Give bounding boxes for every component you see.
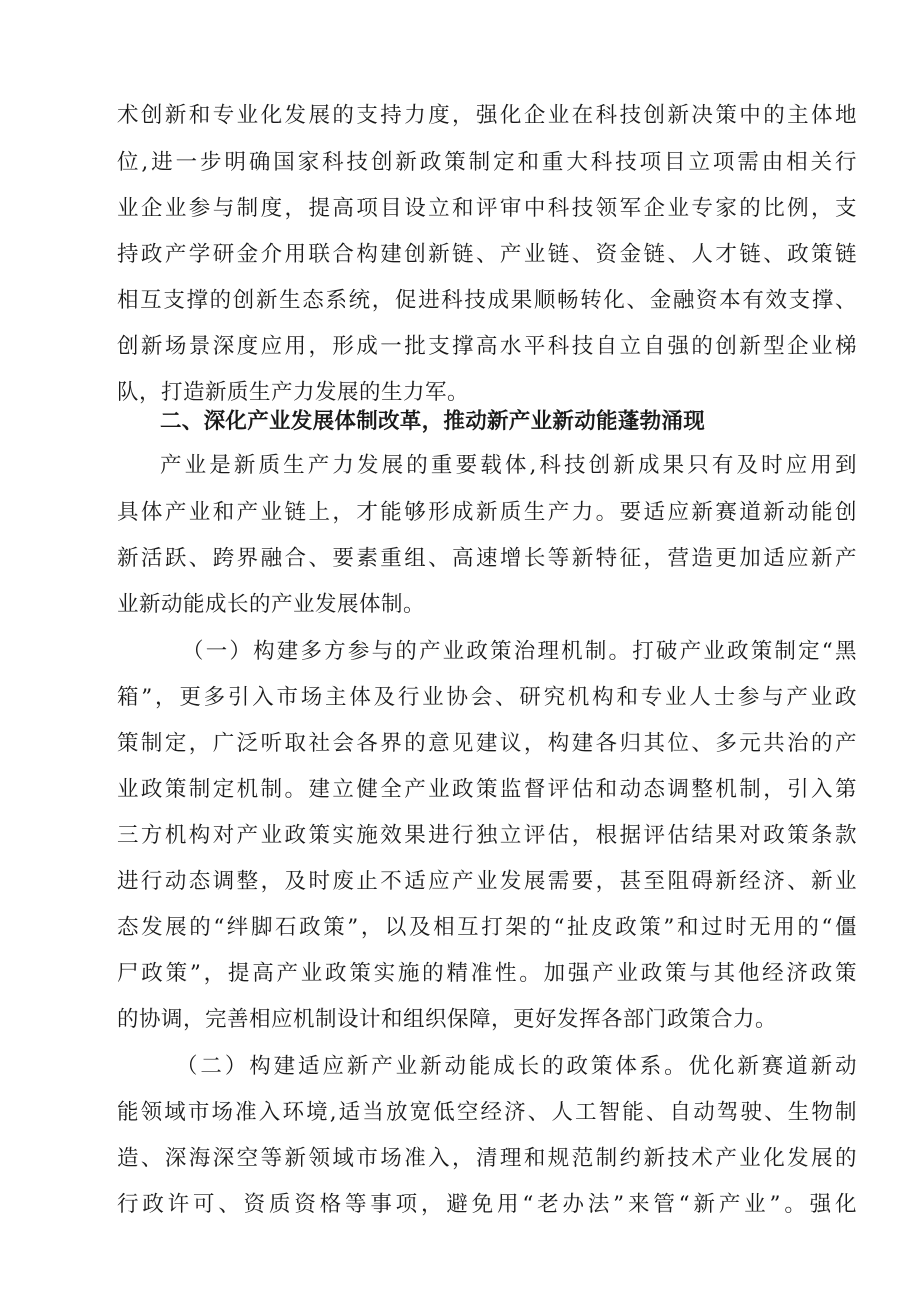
text-line: 策制定，广泛听取社会各界的意见建议，构建各归其位、多元共治的产: [117, 731, 857, 756]
text-line: 位,进一步明确国家科技创新政策制定和重大科技项目立项需由相关行: [117, 150, 857, 175]
text-line: 尸政策”，提高产业政策实施的精准性。加强产业政策与其他经济政策: [117, 961, 857, 986]
text-line: 态发展的“绊脚石政策”，以及相互打架的“扯皮政策”和过时无用的“僵: [117, 915, 857, 940]
section-heading: 二、深化产业发展体制改革，推动新产业新动能蓬勃涌现: [160, 409, 706, 434]
text-line: （二）构建适应新产业新动能成长的政策体系。优化新赛道新动: [176, 1054, 857, 1079]
text-line: 队，打造新质生产力发展的生力军。: [117, 380, 470, 405]
text-line: 业新动能成长的产业发展体制。: [117, 592, 426, 617]
text-line: 三方机构对产业政策实施效果进行独立评估，根据评估结果对政策条款: [117, 823, 857, 848]
text-line: 持政产学研金介用联合构建创新链、产业链、资金链、人才链、政策链: [117, 242, 857, 267]
text-line: 产业是新质生产力发展的重要载体,科技创新成果只有及时应用到: [160, 453, 857, 478]
text-line: 业企业参与制度，提高项目设立和评审中科技领军企业专家的比例，支: [117, 196, 857, 221]
text-line: 新活跃、跨界融合、要素重组、高速增长等新特征，营造更加适应新产: [117, 546, 857, 571]
text-line: 造、深海深空等新领域市场准入，清理和规范制约新技术产业化发展的: [117, 1146, 857, 1171]
text-line: 业政策制定机制。建立健全产业政策监督评估和动态调整机制，引入第: [117, 777, 857, 802]
text-line: 相互支撑的创新生态系统，促进科技成果顺畅转化、金融资本有效支撑、: [117, 288, 857, 313]
text-line: 术创新和专业化发展的支持力度，强化企业在科技创新决策中的主体地: [117, 103, 857, 128]
text-line: 能领域市场准入环境,适当放宽低空经济、人工智能、自动驾驶、生物制: [117, 1100, 857, 1125]
text-line: 进行动态调整，及时废止不适应产业发展需要，甚至阻碍新经济、新业: [117, 869, 857, 894]
text-line: 箱”，更多引入市场主体及行业协会、研究机构和专业人士参与产业政: [117, 685, 857, 710]
text-line: 的协调，完善相应机制设计和组织保障，更好发挥各部门政策合力。: [117, 1007, 778, 1032]
text-line: 具体产业和产业链上，才能够形成新质生产力。要适应新赛道新动能创: [117, 500, 857, 525]
text-line: 行政许可、资质资格等事项，避免用“老办法”来管“新产业”。强化: [117, 1192, 857, 1217]
text-line: （一）构建多方参与的产业政策治理机制。打破产业政策制定“黑: [182, 639, 857, 664]
text-line: 创新场景深度应用，形成一批支撑高水平科技自立自强的创新型企业梯: [117, 334, 857, 359]
